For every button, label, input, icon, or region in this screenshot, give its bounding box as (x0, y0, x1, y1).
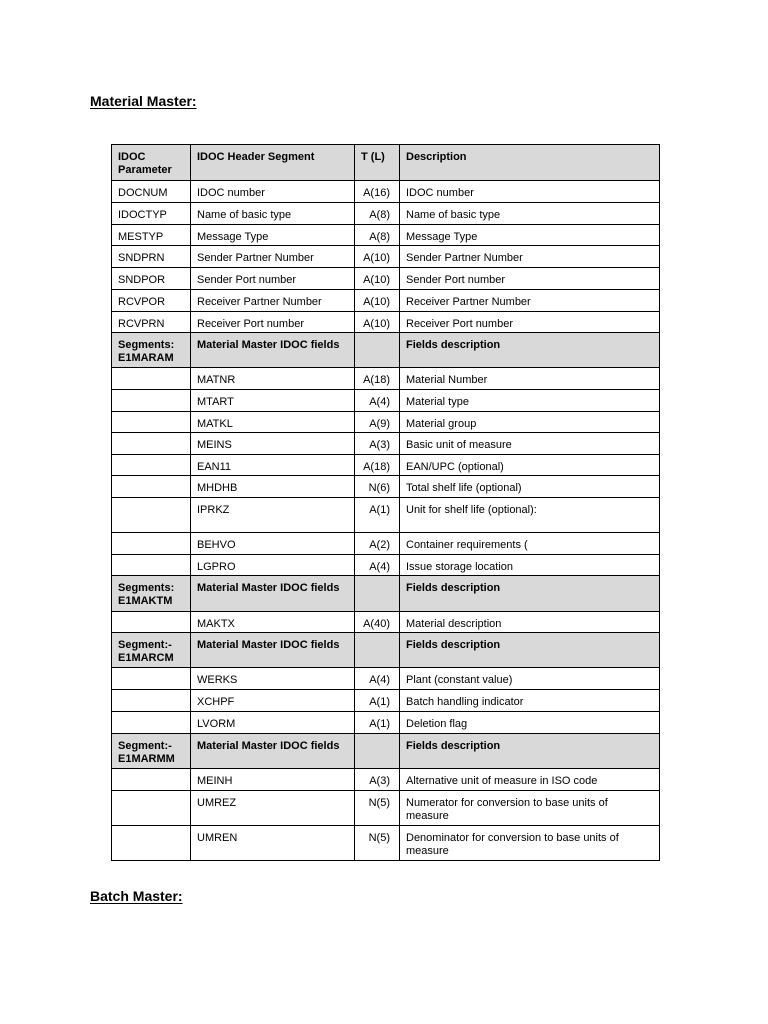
parameter-cell (112, 498, 191, 533)
description-cell: Material type (400, 390, 660, 412)
segment-row (112, 333, 660, 368)
parameter-cell (112, 690, 191, 712)
parameter-cell (112, 368, 191, 390)
parameter-cell (112, 826, 191, 861)
description-cell: Deletion flag (400, 712, 660, 734)
description-cell: Material group (400, 412, 660, 433)
field-cell: LGPRO (191, 555, 355, 576)
description-cell: Fields description (400, 333, 660, 368)
table-row (112, 312, 660, 333)
parameter-cell: Segments: E1MARAM (112, 333, 191, 368)
description-cell: Batch handling indicator (400, 690, 660, 712)
type-length-cell: A(3) (355, 433, 400, 455)
table-header-row (112, 145, 660, 181)
field-cell: UMREN (191, 826, 355, 861)
field-cell: Material Master IDOC fields (191, 734, 355, 769)
parameter-cell: SNDPOR (112, 268, 191, 290)
type-length-cell: A(4) (355, 668, 400, 690)
description-cell: Fields description (400, 576, 660, 612)
description-cell: EAN/UPC (optional) (400, 455, 660, 476)
field-cell: MATNR (191, 368, 355, 390)
description-cell: Material Number (400, 368, 660, 390)
parameter-cell (112, 769, 191, 791)
field-cell: UMREZ (191, 791, 355, 826)
description-cell: Sender Port number (400, 268, 660, 290)
table-row (112, 498, 660, 533)
table-row (112, 268, 660, 290)
type-length-cell: A(1) (355, 690, 400, 712)
field-cell: Sender Port number (191, 268, 355, 290)
field-cell: BEHVO (191, 533, 355, 555)
header-idoc-header-segment: IDOC Header Segment (191, 145, 355, 181)
type-length-cell: A(18) (355, 455, 400, 476)
parameter-cell (112, 612, 191, 633)
parameter-cell: Segments: E1MAKTM (112, 576, 191, 612)
description-cell: IDOC number (400, 181, 660, 203)
table-row (112, 476, 660, 498)
field-cell: WERKS (191, 668, 355, 690)
table-row (112, 690, 660, 712)
parameter-cell: RCVPOR (112, 290, 191, 312)
field-cell: IDOC number (191, 181, 355, 203)
parameter-cell (112, 455, 191, 476)
field-cell: IPRKZ (191, 498, 355, 533)
field-cell: MAKTX (191, 612, 355, 633)
idoc-field-table (111, 144, 660, 861)
type-length-cell: N(5) (355, 791, 400, 826)
description-cell: Receiver Port number (400, 312, 660, 333)
type-length-cell: A(4) (355, 390, 400, 412)
field-cell: MATKL (191, 412, 355, 433)
table-row (112, 769, 660, 791)
type-length-cell: A(9) (355, 412, 400, 433)
parameter-cell (112, 390, 191, 412)
field-cell: Receiver Partner Number (191, 290, 355, 312)
field-cell: Material Master IDOC fields (191, 633, 355, 668)
parameter-cell (112, 712, 191, 734)
field-cell: MEINS (191, 433, 355, 455)
parameter-cell (112, 533, 191, 555)
field-cell: Receiver Port number (191, 312, 355, 333)
table-row (112, 826, 660, 861)
field-cell: Sender Partner Number (191, 246, 355, 268)
type-length-cell: A(10) (355, 312, 400, 333)
table-row (112, 533, 660, 555)
field-cell: MTART (191, 390, 355, 412)
table-row (112, 712, 660, 734)
table-row (112, 390, 660, 412)
parameter-cell: Segment:- E1MARCM (112, 633, 191, 668)
description-cell: Numerator for conversion to base units of measure (400, 791, 660, 826)
type-length-cell: A(8) (355, 203, 400, 225)
type-length-cell (355, 734, 400, 769)
description-cell: Issue storage location (400, 555, 660, 576)
table-row (112, 433, 660, 455)
type-length-cell: N(5) (355, 826, 400, 861)
type-length-cell (355, 333, 400, 368)
description-cell: Alternative unit of measure in ISO code (400, 769, 660, 791)
type-length-cell: A(10) (355, 246, 400, 268)
description-cell: Plant (constant value) (400, 668, 660, 690)
parameter-cell (112, 555, 191, 576)
type-length-cell: A(4) (355, 555, 400, 576)
field-cell: Message Type (191, 225, 355, 246)
type-length-cell (355, 576, 400, 612)
description-cell: Unit for shelf life (optional): (400, 498, 660, 533)
segment-row (112, 576, 660, 612)
type-length-cell: A(40) (355, 612, 400, 633)
type-length-cell: A(1) (355, 712, 400, 734)
header-idoc-parameter: IDOC Parameter (112, 145, 191, 181)
parameter-cell (112, 476, 191, 498)
table-row (112, 455, 660, 476)
material-master-heading: Material Master: (90, 93, 197, 109)
description-cell: Name of basic type (400, 203, 660, 225)
field-cell: Name of basic type (191, 203, 355, 225)
table-row (112, 225, 660, 246)
type-length-cell: A(3) (355, 769, 400, 791)
table-row (112, 368, 660, 390)
table-row (112, 290, 660, 312)
parameter-cell (112, 791, 191, 826)
parameter-cell (112, 433, 191, 455)
type-length-cell: A(18) (355, 368, 400, 390)
table-row (112, 668, 660, 690)
field-cell: EAN11 (191, 455, 355, 476)
field-cell: Material Master IDOC fields (191, 333, 355, 368)
type-length-cell: A(16) (355, 181, 400, 203)
table-row (112, 612, 660, 633)
header-type-length: T (L) (355, 145, 400, 181)
parameter-cell: MESTYP (112, 225, 191, 246)
table-row (112, 246, 660, 268)
type-length-cell: A(2) (355, 533, 400, 555)
type-length-cell: A(10) (355, 268, 400, 290)
type-length-cell: A(1) (355, 498, 400, 533)
table-row (112, 181, 660, 203)
parameter-cell: IDOCTYP (112, 203, 191, 225)
description-cell: Material description (400, 612, 660, 633)
parameter-cell (112, 668, 191, 690)
parameter-cell: RCVPRN (112, 312, 191, 333)
table-row (112, 203, 660, 225)
description-cell: Sender Partner Number (400, 246, 660, 268)
field-cell: MHDHB (191, 476, 355, 498)
description-cell: Container requirements ( (400, 533, 660, 555)
type-length-cell: N(6) (355, 476, 400, 498)
table-row (112, 555, 660, 576)
segment-row (112, 633, 660, 668)
batch-master-heading: Batch Master: (90, 888, 183, 904)
header-description: Description (400, 145, 660, 181)
description-cell: Fields description (400, 734, 660, 769)
description-cell: Denominator for conversion to base units of measure (400, 826, 660, 861)
description-cell: Receiver Partner Number (400, 290, 660, 312)
description-cell: Message Type (400, 225, 660, 246)
parameter-cell: Segment:- E1MARMM (112, 734, 191, 769)
type-length-cell: A(10) (355, 290, 400, 312)
table-row (112, 791, 660, 826)
field-cell: LVORM (191, 712, 355, 734)
field-cell: Material Master IDOC fields (191, 576, 355, 612)
parameter-cell (112, 412, 191, 433)
type-length-cell (355, 633, 400, 668)
parameter-cell: DOCNUM (112, 181, 191, 203)
segment-row (112, 734, 660, 769)
field-cell: MEINH (191, 769, 355, 791)
field-cell: XCHPF (191, 690, 355, 712)
type-length-cell: A(8) (355, 225, 400, 246)
description-cell: Fields description (400, 633, 660, 668)
description-cell: Total shelf life (optional) (400, 476, 660, 498)
description-cell: Basic unit of measure (400, 433, 660, 455)
table-row (112, 412, 660, 433)
parameter-cell: SNDPRN (112, 246, 191, 268)
